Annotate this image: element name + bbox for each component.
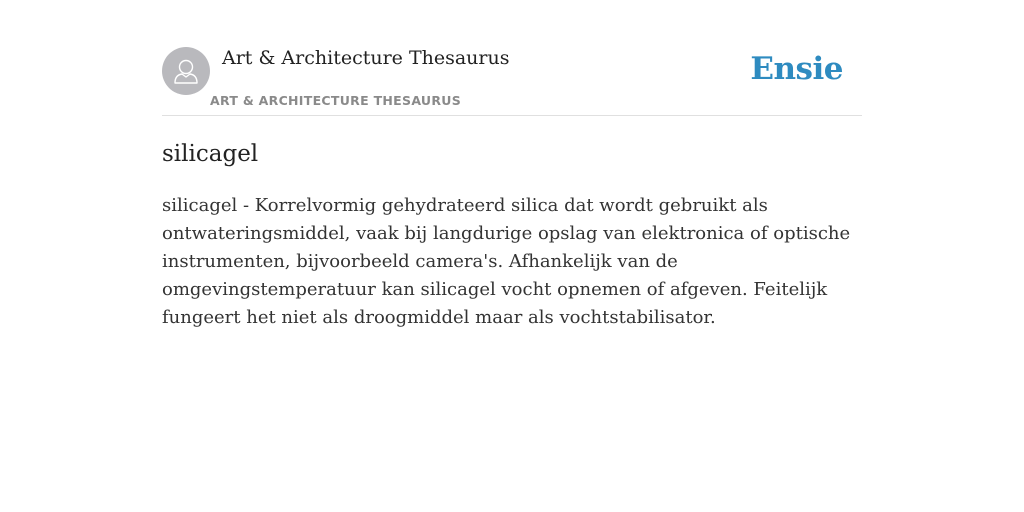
entry-title: silicagel (162, 141, 259, 167)
author-avatar[interactable] (162, 47, 210, 95)
user-silhouette-icon (162, 47, 210, 95)
brand-logo[interactable]: Ensie (750, 51, 843, 87)
site-subtitle[interactable]: ART & ARCHITECTURE THESAURUS (210, 93, 462, 108)
site-title[interactable]: Art & Architecture Thesaurus (222, 47, 510, 69)
entry-body: silicagel - Korrelvormig gehydrateerd silica dat wordt gebruikt als ontwateringsmiddel, vaak bij langdurige opslag van elektronica of optische instrumenten, bijvoorbeeld camera's. Afhankelijk van de omgevingstemperatuur kan silicagel vocht opnemen of afgeven. Feitelijk fungeert het niet als droogmiddel maar als vochtstabilisator. (162, 195, 851, 328)
page-header (162, 46, 862, 116)
